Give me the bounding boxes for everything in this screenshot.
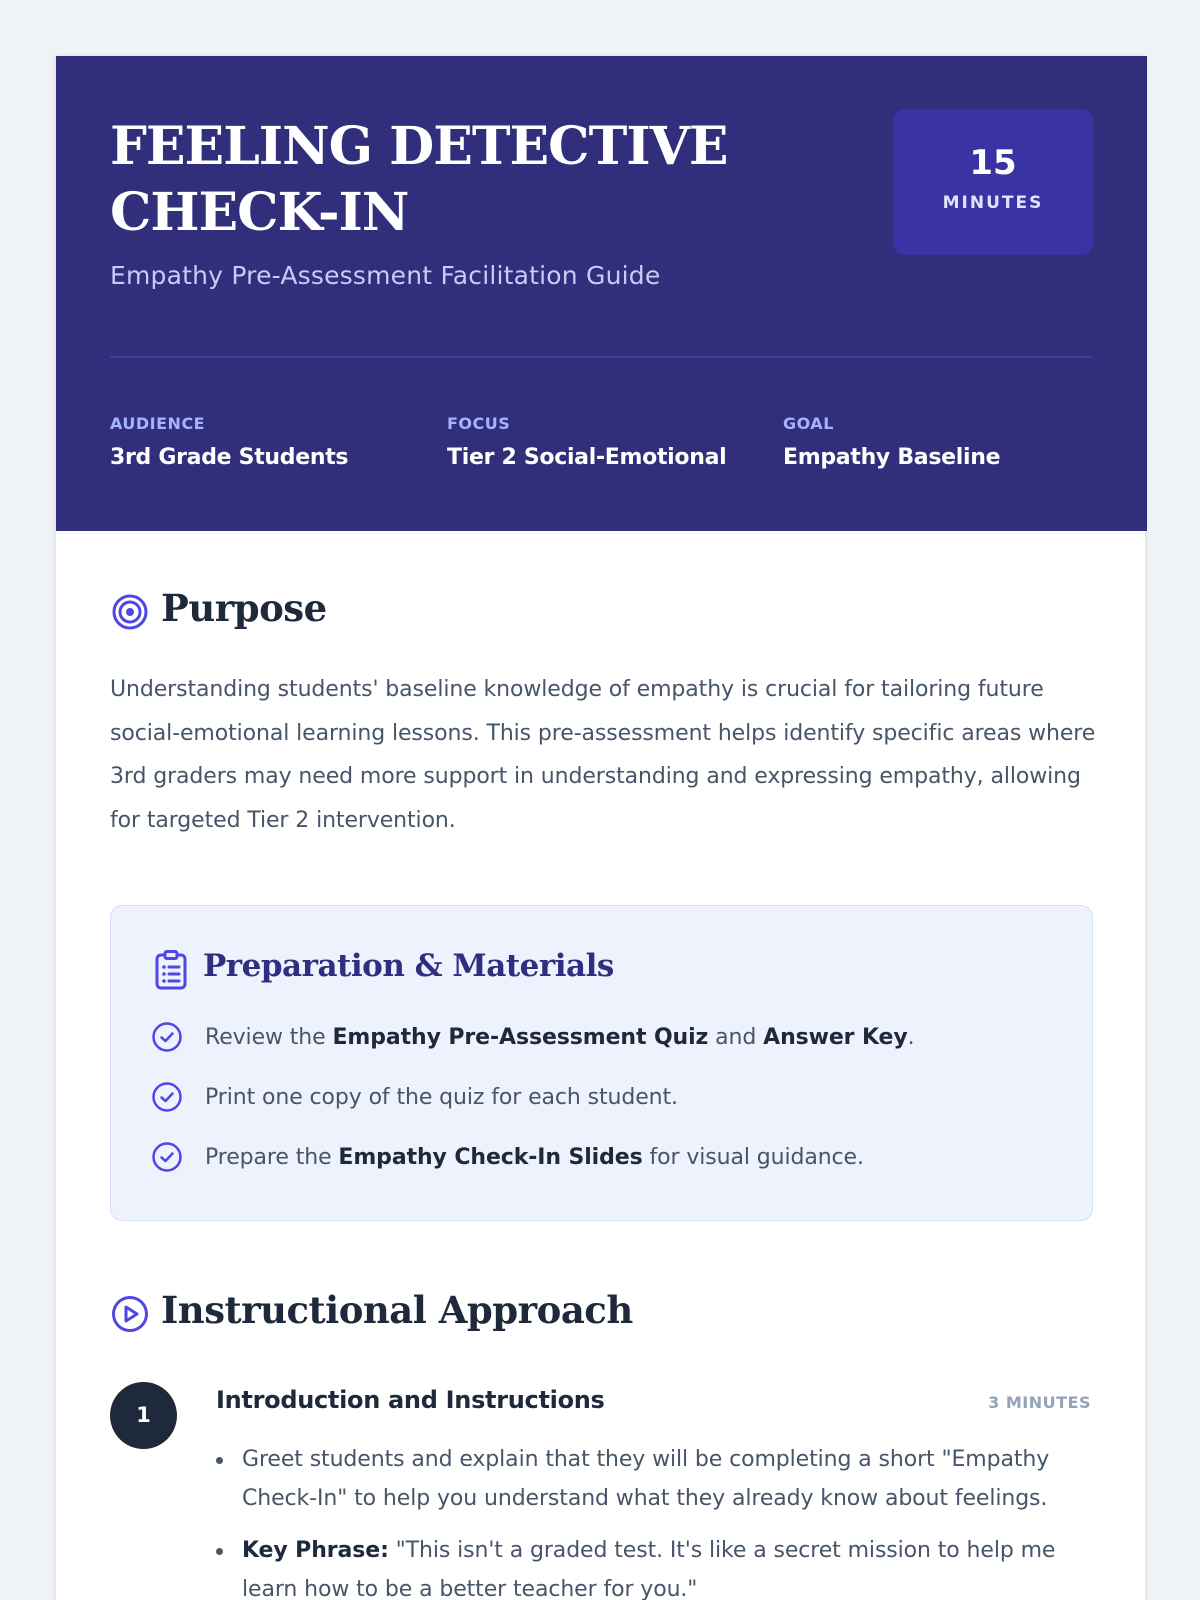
duration-badge <box>893 109 1093 255</box>
purpose-text: Understanding students' baseline knowledge of empathy is crucial for tailoring future social-emotional learning lessons. This pre-assessment helps identify specific areas where 3rd graders may need more support in understanding and expressing empathy, allowing for targeted Tier 2 intervention. <box>110 677 1096 833</box>
meta-label: GOAL <box>783 414 834 433</box>
check-circle-icon <box>151 1081 183 1113</box>
step-title: Introduction and Instructions <box>216 1386 605 1414</box>
step-duration: 3 MINUTES <box>988 1393 1091 1412</box>
list-item: Greet students and explain that they will be completing a short "Empathy Check-In" to help you understand what they already know about feelings. <box>242 1440 1102 1518</box>
meta-label: AUDIENCE <box>110 414 206 433</box>
list-item: Key Phrase: "This isn't a graded test. It's like a secret mission to help me learn how to be a better teacher for you." <box>242 1531 1102 1600</box>
purpose-heading: Purpose <box>161 586 327 630</box>
page-title: FEELING DETECTIVE CHECK-IN <box>110 116 728 243</box>
prep-item <box>151 1020 915 1054</box>
prep-item <box>151 1080 678 1114</box>
step-number: 1 <box>110 1382 177 1449</box>
meta-goal <box>783 414 1000 470</box>
duration-value: 15 <box>969 143 1017 183</box>
check-circle-icon <box>151 1141 183 1173</box>
meta-focus <box>447 414 726 470</box>
check-circle-icon <box>151 1021 183 1053</box>
prep-item <box>151 1140 864 1174</box>
step-bullets <box>242 1440 1102 1600</box>
preparation-panel <box>110 905 1093 1221</box>
prep-item-text: Print one copy of the quiz for each student. <box>205 1084 678 1110</box>
guide-header <box>56 56 1147 531</box>
meta-value: Tier 2 Social-Emotional <box>447 445 727 470</box>
duration-unit: MINUTES <box>942 193 1044 213</box>
prep-item-text: Review the Empathy Pre-Assessment Quiz and Answer Key. <box>205 1024 915 1050</box>
prep-item-text: Prepare the Empathy Check-In Slides for visual guidance. <box>205 1144 864 1170</box>
meta-audience <box>110 414 348 470</box>
meta-value: 3rd Grade Students <box>110 445 349 470</box>
guide-card <box>55 55 1146 1600</box>
clipboard-icon <box>153 950 189 990</box>
play-circle-icon <box>110 1294 150 1334</box>
meta-value: Empathy Baseline <box>783 445 1001 470</box>
target-icon <box>110 592 150 632</box>
page-subtitle: Empathy Pre-Assessment Facilitation Guide <box>110 261 661 290</box>
approach-heading: Instructional Approach <box>161 1288 633 1332</box>
header-divider <box>110 356 1093 358</box>
meta-label: FOCUS <box>447 414 511 433</box>
preparation-heading: Preparation & Materials <box>203 948 614 984</box>
